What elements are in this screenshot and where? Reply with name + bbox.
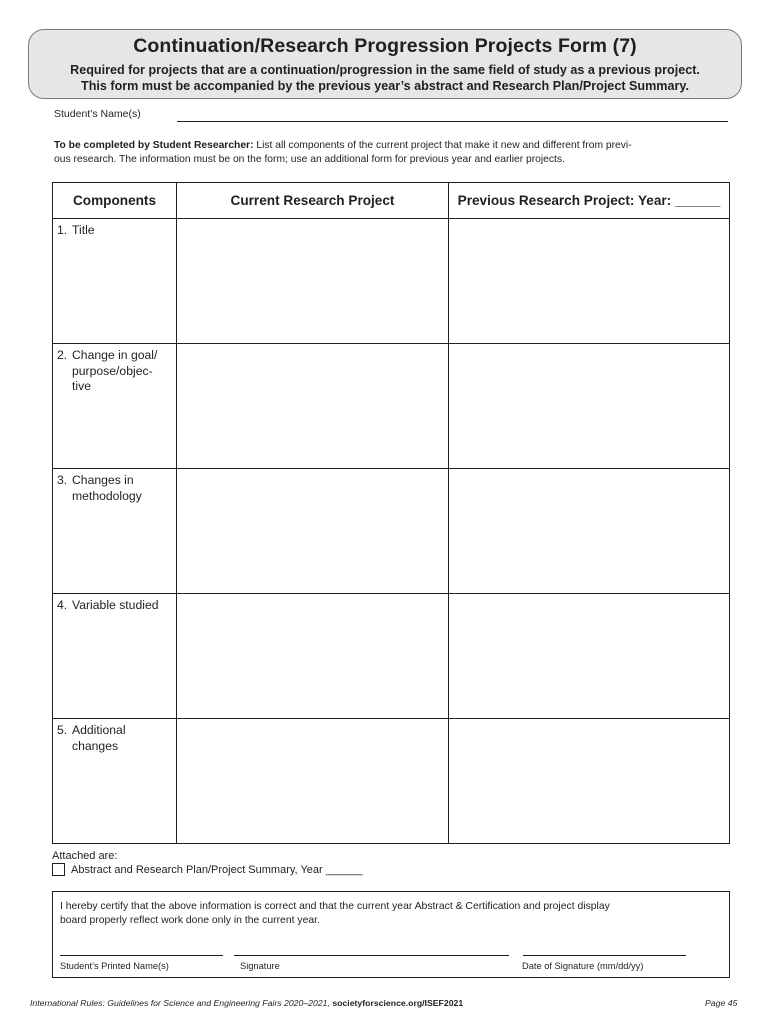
table-row bbox=[53, 469, 730, 594]
component-cell bbox=[53, 469, 177, 594]
current-methodology-field[interactable] bbox=[177, 469, 449, 594]
component-label-additional: 5. Additional changes bbox=[57, 723, 126, 753]
footer-link[interactable]: societyforscience.org/ISEF2021 bbox=[332, 998, 464, 1008]
abstract-checkbox-label: Abstract and Research Plan/Project Summary, Year ______ bbox=[71, 864, 363, 876]
table-row bbox=[53, 219, 730, 344]
form-subtitle bbox=[29, 62, 741, 94]
subtitle-line-2: This form must be accompanied by the previous year’s abstract and Research Plan/Project Summary. bbox=[81, 79, 689, 93]
instructions-line-2: ous research. The information must be on the form; use an additional form for previous year and earlier projects. bbox=[54, 153, 565, 165]
attached-section bbox=[52, 849, 362, 877]
date-label: Date of Signature (mm/dd/yy) bbox=[522, 961, 644, 971]
previous-variable-field[interactable] bbox=[449, 594, 730, 719]
certification-box bbox=[52, 891, 730, 978]
component-cell bbox=[53, 594, 177, 719]
footer-text: International Rules: Guidelines for Science and Engineering Fairs 2020–2021, bbox=[30, 998, 333, 1008]
table-row bbox=[53, 344, 730, 469]
signature-field[interactable] bbox=[234, 955, 509, 956]
students-name-label: Student’s Name(s) bbox=[54, 108, 141, 120]
header-current-research: Current Research Project bbox=[177, 183, 449, 219]
components-table bbox=[52, 182, 730, 844]
component-label-variable: 4. Variable studied bbox=[57, 598, 159, 612]
previous-methodology-field[interactable] bbox=[449, 469, 730, 594]
page-number: Page 45 bbox=[705, 998, 738, 1008]
instructions bbox=[54, 139, 726, 166]
subtitle-line-1: Required for projects that are a continuation/progression in the same field of study as a previous project. bbox=[70, 63, 700, 77]
previous-additional-field[interactable] bbox=[449, 719, 730, 844]
signature-label: Signature bbox=[240, 961, 280, 971]
component-cell bbox=[53, 719, 177, 844]
form-header bbox=[28, 29, 742, 99]
date-field[interactable] bbox=[523, 955, 686, 956]
table-header-row bbox=[53, 183, 730, 219]
attached-item bbox=[52, 863, 362, 877]
current-title-field[interactable] bbox=[177, 219, 449, 344]
component-label-title: 1. Title bbox=[57, 223, 95, 237]
certification-text: I hereby certify that the above information is correct and that the current year Abstract & Certification and project display board properly reflect work done only in the current year. bbox=[60, 901, 610, 926]
form-title: Continuation/Research Progression Projects Form (7) bbox=[133, 35, 637, 57]
students-name-field[interactable] bbox=[177, 121, 728, 122]
previous-title-field[interactable] bbox=[449, 219, 730, 344]
instructions-lead: To be completed by Student Researcher: bbox=[54, 140, 254, 151]
previous-goal-field[interactable] bbox=[449, 344, 730, 469]
component-label-goal: 2. Change in goal/ purpose/objec- tive bbox=[57, 348, 158, 393]
component-cell bbox=[53, 219, 177, 344]
instructions-line-1: List all components of the current project that make it new and different from previ- bbox=[256, 140, 632, 151]
printed-name-label: Student’s Printed Name(s) bbox=[60, 961, 169, 971]
current-variable-field[interactable] bbox=[177, 594, 449, 719]
current-goal-field[interactable] bbox=[177, 344, 449, 469]
abstract-checkbox[interactable] bbox=[52, 863, 65, 876]
printed-name-field[interactable] bbox=[60, 955, 223, 956]
component-cell bbox=[53, 344, 177, 469]
table-row bbox=[53, 594, 730, 719]
component-label-methodology: 3. Changes in methodology bbox=[57, 473, 142, 503]
current-additional-field[interactable] bbox=[177, 719, 449, 844]
footer bbox=[30, 998, 463, 1008]
table-row bbox=[53, 719, 730, 844]
attached-label: Attached are: bbox=[52, 850, 118, 862]
header-previous-research: Previous Research Project: Year: ______ bbox=[449, 183, 730, 219]
header-components: Components bbox=[53, 183, 177, 219]
